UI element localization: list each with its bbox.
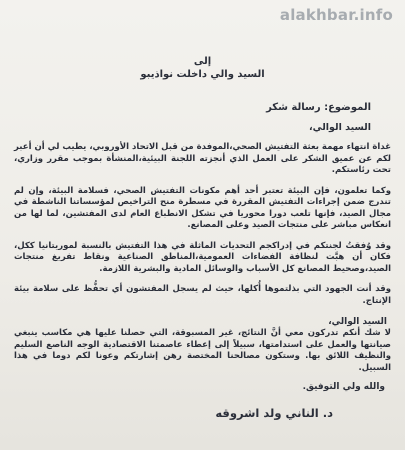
signature-name: د. الناني ولد اشروقه <box>215 406 333 420</box>
paragraph-1: غداة انتهاء مهمة بعثة التفتيش الصحي،الموفدة من قبل الاتحاد الأوروبي، يطيب لي أن أعبر لكم عن عميق الشكر على العمل الذي أنجزته اللجنة البيئية،المنشأة بموجب مقرر وزاري، تحت رئاستكم. <box>14 142 391 175</box>
closing-line: والله ولي التوفيق. <box>302 382 385 392</box>
salutation-second: السيد الوالي، <box>328 317 387 327</box>
paragraph-3: وقد وُفقتُ لجنتكم في إدراكجم التحديات الماثلة في هذا التفتيش بالنسبة لموريتانيا ككل، فكان أن هبَّت لنظافة الفضاءات العمومية،المناطق الصناعية ونقاط تفريغ منتجات الصيد،وصحيط المصانع كل الأسباب والوسائل المادية والبشرية اللازمة. <box>14 240 391 274</box>
recipient-name: السيد والي داخلت نواذيبو <box>140 69 265 80</box>
letter-subject: الموضوع: رسالة شكر <box>266 102 371 113</box>
paragraph-4: وقد أنت الجهود التي بذلتموها أُكلها، حيث لم يسجل المفتشون أي تحفُّظ على سلامة بيئة الإنتاج. <box>14 284 391 306</box>
salutation: السيد الوالي، <box>309 122 371 133</box>
paragraph-final: لا شك أنكم تدركون معي أنَّ النتائج، غير المسبوقة، التي حصلنا عليها هي مكاسب ينبغي صيانتها والعمل على استدامتها، سبيلاً إلى إعطاء عاصمتنا الاقتصادية الوجه الناصع السليم والنظيف اللائق بها. وستكون مصالحنا المختصة رهن إشارتكم وعونا لكم دوما في هذا السبيل. <box>14 328 391 373</box>
recipient-to: إلى <box>193 56 212 67</box>
site-watermark: alakhbar.info <box>279 6 393 24</box>
letter-body <box>14 56 391 450</box>
paragraph-2: وكما تعلمون، فإن البيئة تعتبر أحد أهم مكونات التفتيش الصحي، فسلامة البيئة، وإن لم تندرج ضمن إجراءات التفتيش المقررة في مسطرة منح التراخيص لمؤسساتنا الناشطة في مجال الصيد، فإنها تلعب دورا محوريا في تشكل الانطباع العام لدى المفتشين، لما لها من انعكاس مباشر على منتجات الصيد وعلى المصانع. <box>14 185 391 230</box>
